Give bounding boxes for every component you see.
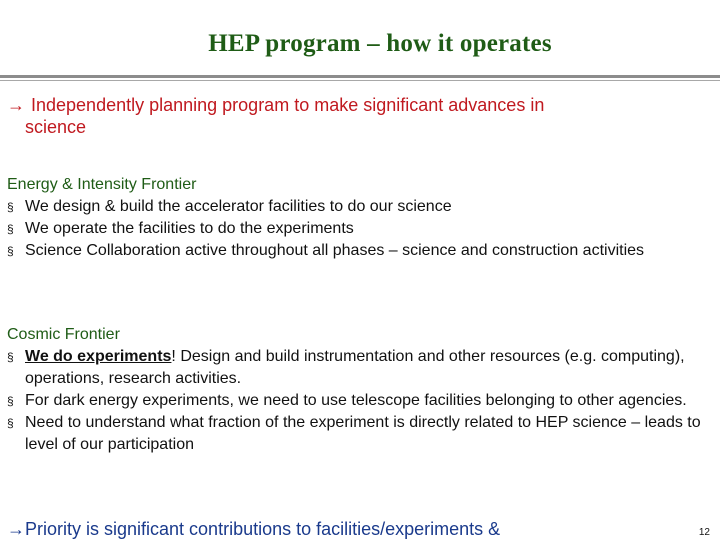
section-cosmic	[7, 324, 713, 456]
list-item: § We operate the facilities to do the experiments	[7, 218, 713, 240]
bullet-icon: §	[7, 416, 14, 430]
list-item: § Need to understand what fraction of the experiment is directly related to HEP science – leads to level of our participation	[7, 414, 701, 453]
bottom-statement: →Priority is significant contributions to facilities/experiments &	[7, 519, 501, 539]
emphasis-text: We do experiments	[25, 348, 172, 365]
lead-statement	[7, 94, 697, 138]
list-item: § Science Collaboration active throughout all phases – science and construction activities	[7, 240, 713, 262]
bullet-icon: §	[7, 222, 14, 236]
title-rule-thin	[0, 80, 720, 81]
list-item: § For dark energy experiments, we need to use telescope facilities belonging to other agencies.	[7, 390, 713, 412]
section-energy-intensity	[7, 174, 713, 262]
title-rule	[0, 75, 720, 78]
bullet-icon: §	[7, 200, 14, 214]
list-item: § We do experiments! Design and build instrumentation and other resources (e.g. computing), operations, research activities.	[7, 348, 685, 387]
arrow-icon: →	[7, 95, 25, 115]
slide-title: HEP program – how it operates	[208, 30, 552, 57]
lead-line-1: Independently planning program to make significant advances in	[31, 95, 545, 115]
bullet-icon: §	[7, 350, 14, 364]
page-number: 12	[698, 527, 710, 538]
section-heading: Cosmic Frontier	[7, 326, 120, 343]
bullet-icon: §	[7, 394, 14, 408]
list-item: § We design & build the accelerator facilities to do our science	[7, 196, 713, 218]
section-heading: Energy & Intensity Frontier	[7, 176, 197, 193]
lead-line-2: science	[25, 117, 87, 137]
bullet-icon: §	[7, 244, 14, 258]
